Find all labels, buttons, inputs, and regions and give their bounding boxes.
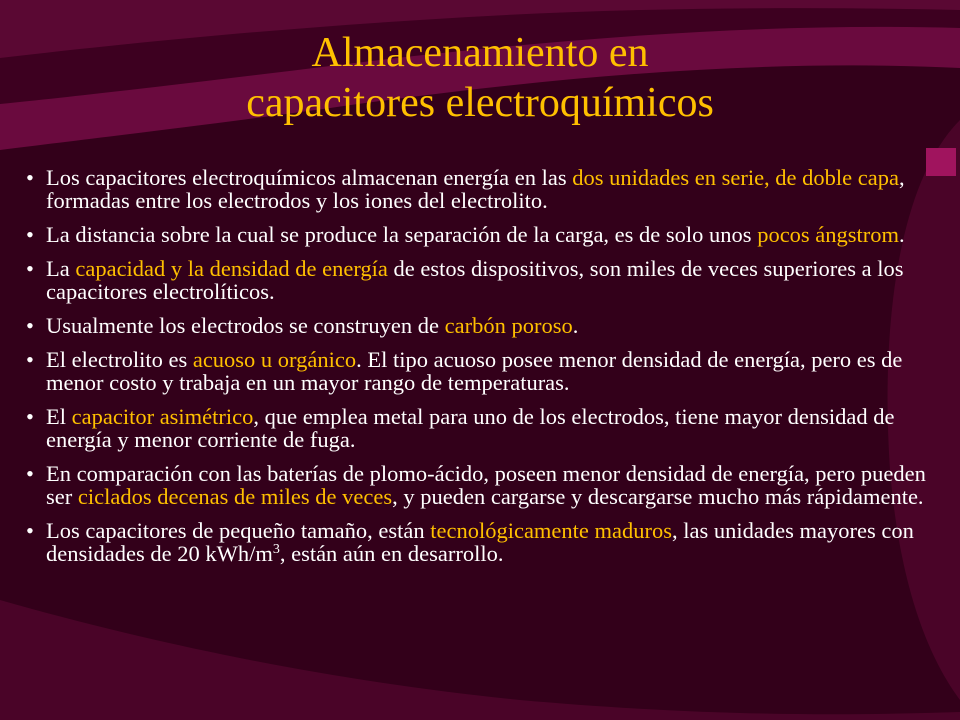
- bullet-dot: •: [26, 313, 34, 338]
- bullet-item: [26, 462, 946, 508]
- bullet-text: .: [572, 313, 579, 338]
- bullet-highlight: ciclados decenas de miles de veces: [77, 484, 393, 509]
- bullet-text: Los capacitores electroquímicos almacenan energía en las: [46, 165, 573, 190]
- bullet-text: La: [46, 256, 76, 281]
- bullet-highlight: tecnológicamente maduros: [430, 518, 673, 543]
- bullet-dot: •: [26, 347, 34, 372]
- bullet-item: [26, 405, 946, 451]
- bullet-highlight: pocos ángstrom: [757, 222, 900, 247]
- bullet-text: , las unidades mayores con densidades de 20 kWh/m: [46, 518, 914, 566]
- bullet-text: . El tipo acuoso posee menor densidad de energía, pero es de menor costo y trabaja en un mayor rango de temperaturas.: [46, 347, 903, 395]
- bullet-dot: •: [26, 404, 34, 429]
- bullet-text: En comparación con las baterías de plomo-ácido, poseen menor densidad de energía, pero pueden ser: [46, 461, 926, 509]
- bullet-highlight: carbón poroso: [444, 313, 573, 338]
- slide-title-line-1: Almacenamiento en: [311, 30, 649, 76]
- bullet-text: , que emplea metal para uno de los electrodos, tiene mayor densidad de energía y menor corriente de fuga.: [46, 404, 895, 452]
- bullet-highlight: capacitor asimétrico: [71, 404, 254, 429]
- bullet-text: , y pueden cargarse y descargarse mucho más rápidamente.: [392, 484, 924, 509]
- bullet-dot: •: [26, 222, 34, 247]
- slide-title: [60, 28, 900, 128]
- bullet-text: Usualmente los electrodos se construyen de: [46, 313, 445, 338]
- superscript-exponent: 3: [272, 542, 280, 557]
- bullet-highlight: acuoso u orgánico: [192, 347, 357, 372]
- bullet-list: [26, 166, 946, 576]
- bullet-item: [26, 257, 946, 303]
- bullet-item: [26, 166, 946, 212]
- bullet-dot: •: [26, 461, 34, 486]
- bullet-text: .: [899, 222, 905, 247]
- bullet-item: [26, 519, 946, 565]
- bullet-text: , están aún en desarrollo.: [279, 541, 504, 566]
- bullet-text: Los capacitores de pequeño tamaño, están: [46, 518, 431, 543]
- bullet-dot: •: [26, 165, 34, 190]
- bullet-dot: •: [26, 256, 34, 281]
- bullet-item: [26, 348, 946, 394]
- bullet-text: de estos dispositivos, son miles de veces superiores a los capacitores electrolíticos.: [46, 256, 904, 304]
- bullet-item: [26, 314, 946, 337]
- bullet-highlight: capacidad y la densidad de energía: [75, 256, 388, 281]
- bullet-text: , formadas entre los electrodos y los iones del electrolito.: [46, 165, 905, 213]
- bullet-item: [26, 223, 946, 246]
- slide-title-line-2: capacitores electroquímicos: [246, 80, 714, 126]
- bullet-text: La distancia sobre la cual se produce la separación de la carga, es de solo unos: [46, 222, 758, 247]
- bullet-text: El: [46, 404, 72, 429]
- bullet-dot: •: [26, 518, 34, 543]
- bullet-highlight: dos unidades en serie, de doble capa: [572, 165, 899, 190]
- bullet-text: El electrolito es: [46, 347, 193, 372]
